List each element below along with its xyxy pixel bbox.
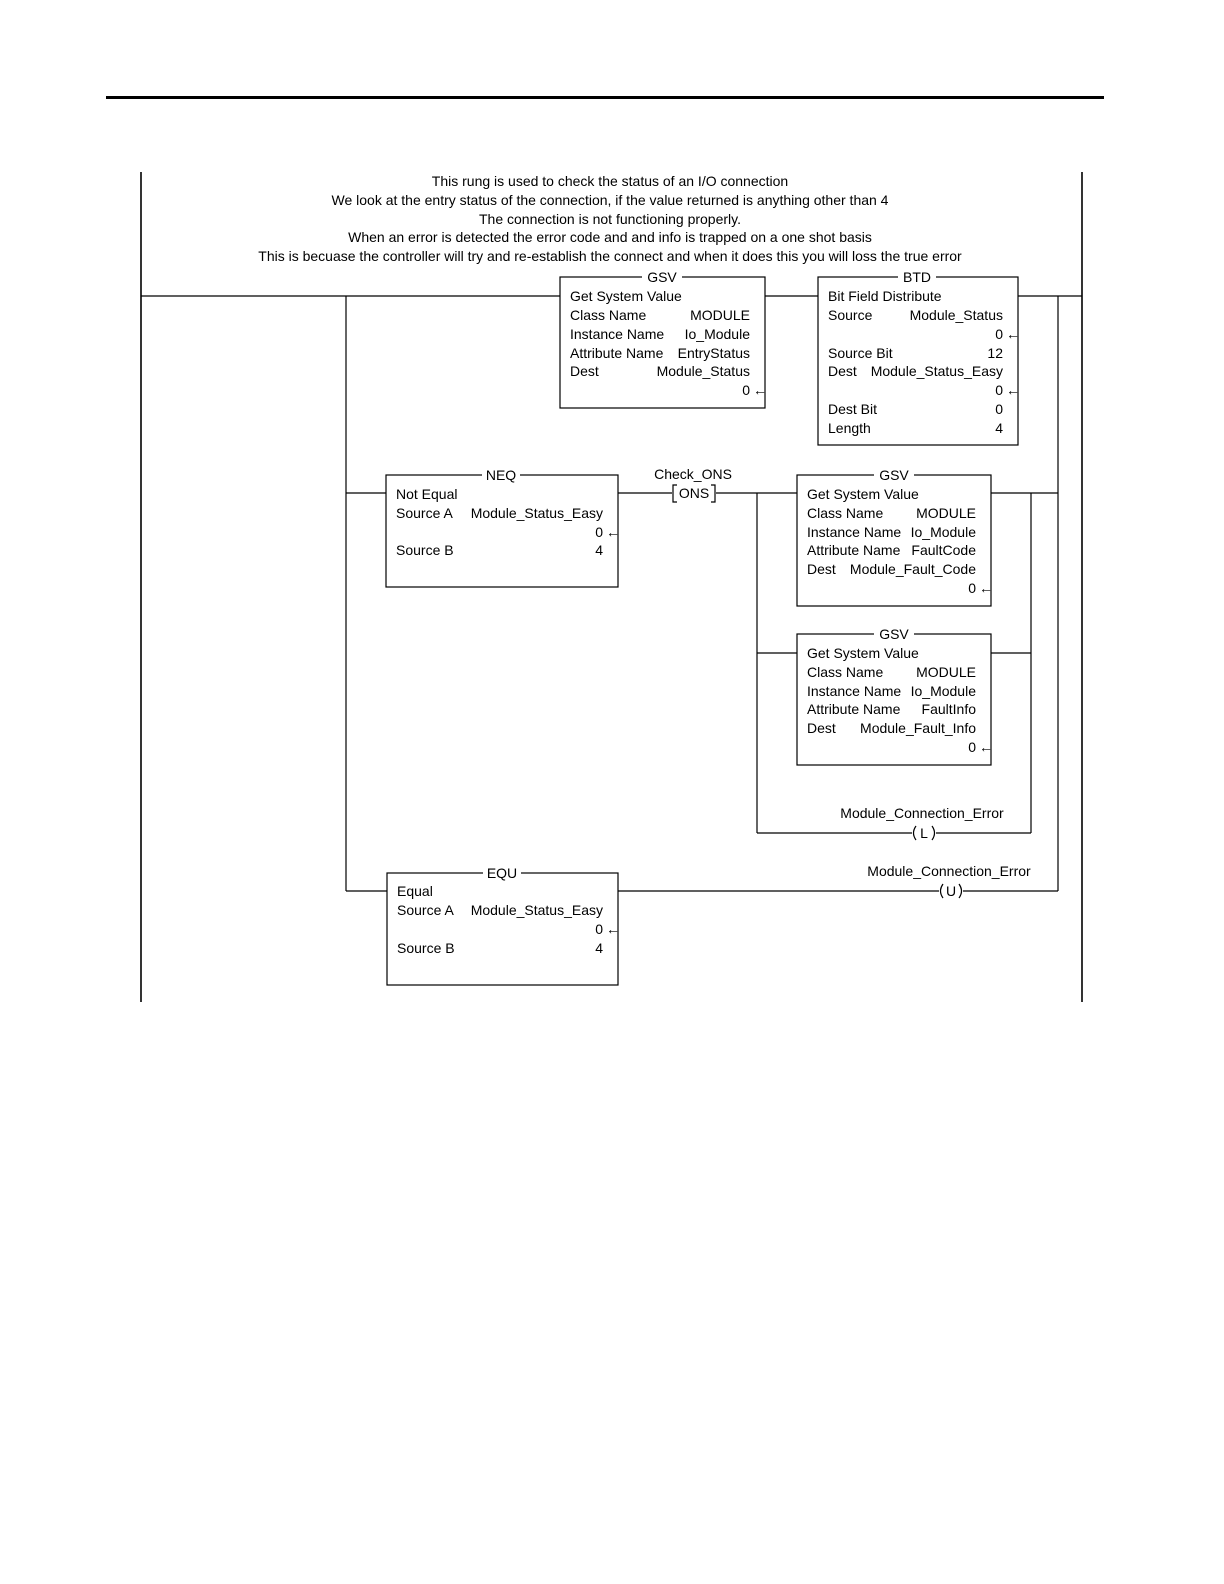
gsv2-dest-label: Dest xyxy=(807,561,836,577)
btd-source-bit-label: Source Bit xyxy=(828,345,893,361)
btd-dest-value[interactable]: Module_Status_Easy xyxy=(870,363,1003,379)
gsv3-dest-live-value: 0 xyxy=(968,739,976,755)
comment-line-2: We look at the entry status of the connection, if the value returned is anything other than 4 xyxy=(331,192,889,208)
btd-dest-bit-label: Dest Bit xyxy=(828,401,878,417)
gsv1-title: Get System Value xyxy=(570,288,682,304)
btd-source-live-value: 0 xyxy=(995,326,1003,342)
otl-tag[interactable]: Module_Connection_Error xyxy=(840,805,1004,821)
gsv3-attribute-label: Attribute Name xyxy=(807,701,901,717)
neq-source-b-label: Source B xyxy=(396,542,454,558)
ons-tag[interactable]: Check_ONS xyxy=(654,466,732,482)
btd-length-value[interactable]: 4 xyxy=(995,420,1003,436)
equ-source-a-label: Source A xyxy=(397,902,454,918)
gsv3-dest-arrow-icon: ← xyxy=(979,739,993,755)
gsv1-dest-live-value: 0 xyxy=(742,382,750,398)
btd-source-arrow-icon: ← xyxy=(1006,326,1020,342)
ons-label: ONS xyxy=(678,485,710,501)
btd-dest-live-value: 0 xyxy=(995,382,1003,398)
equ-source-b-label: Source B xyxy=(397,940,455,956)
gsv3-instance-value[interactable]: Io_Module xyxy=(910,683,976,699)
btd-title: Bit Field Distribute xyxy=(828,288,942,304)
comment-line-1: This rung is used to check the status of an I/O connection xyxy=(431,173,789,189)
equ-source-b-value[interactable]: 4 xyxy=(595,940,603,956)
ons-instruction[interactable] xyxy=(654,466,732,502)
btd-source-value[interactable]: Module_Status xyxy=(909,307,1003,323)
neq-title: Not Equal xyxy=(396,486,458,502)
equ-block[interactable] xyxy=(387,865,620,985)
gsv2-attribute-label: Attribute Name xyxy=(807,542,901,558)
gsv2-dest-value[interactable]: Module_Fault_Code xyxy=(849,561,976,577)
otl-latch-coil[interactable] xyxy=(840,805,1004,841)
btd-dest-arrow-icon: ← xyxy=(1006,382,1020,398)
neq-source-a-label: Source A xyxy=(396,505,453,521)
gsv3-title: Get System Value xyxy=(807,645,919,661)
gsv-fault-info-block[interactable] xyxy=(797,626,993,765)
gsv1-attribute-label: Attribute Name xyxy=(570,345,664,361)
otu-label: U xyxy=(945,883,957,899)
gsv2-instance-label: Instance Name xyxy=(807,524,902,540)
gsv1-class-label: Class Name xyxy=(570,307,647,323)
gsv2-attribute-value[interactable]: FaultCode xyxy=(911,542,976,558)
rung-comment xyxy=(258,173,962,264)
gsv-entry-status-block[interactable] xyxy=(560,269,767,408)
btd-source-label: Source xyxy=(828,307,873,323)
gsv1-instance-label: Instance Name xyxy=(570,326,665,342)
otl-label: L xyxy=(920,825,928,841)
equ-title: Equal xyxy=(397,883,433,899)
gsv2-class-value[interactable]: MODULE xyxy=(916,505,976,521)
gsv3-class-value[interactable]: MODULE xyxy=(916,664,976,680)
neq-source-a-arrow-icon: ← xyxy=(606,524,620,540)
neq-source-b-value[interactable]: 4 xyxy=(595,542,603,558)
gsv3-instance-label: Instance Name xyxy=(807,683,902,699)
gsv2-dest-live-value: 0 xyxy=(968,580,976,596)
comment-line-5: This is becuase the controller will try and re-establish the connect and when it does this you will loss the true error xyxy=(258,248,962,264)
btd-block[interactable] xyxy=(818,269,1020,445)
neq-source-a-live-value: 0 xyxy=(595,524,603,540)
neq-block[interactable] xyxy=(386,467,620,587)
btd-length-label: Length xyxy=(828,420,871,436)
btd-dest-label: Dest xyxy=(828,363,857,379)
btd-mnemonic: BTD xyxy=(903,269,931,285)
gsv2-title: Get System Value xyxy=(807,486,919,502)
gsv1-mnemonic: GSV xyxy=(647,269,677,285)
gsv3-dest-label: Dest xyxy=(807,720,836,736)
neq-mnemonic: NEQ xyxy=(485,467,517,483)
gsv3-attribute-value[interactable]: FaultInfo xyxy=(921,701,976,717)
gsv1-dest-value[interactable]: Module_Status xyxy=(656,363,750,379)
gsv1-instance-value[interactable]: Io_Module xyxy=(684,326,750,342)
gsv1-dest-label: Dest xyxy=(570,363,599,379)
gsv2-instance-value[interactable]: Io_Module xyxy=(910,524,976,540)
gsv3-dest-value[interactable]: Module_Fault_Info xyxy=(860,720,976,736)
comment-line-3: The connection is not functioning properly. xyxy=(478,211,742,227)
equ-source-a-arrow-icon: ← xyxy=(606,921,620,937)
btd-source-bit-value[interactable]: 12 xyxy=(987,345,1003,361)
gsv2-mnemonic: GSV xyxy=(879,467,909,483)
gsv2-class-label: Class Name xyxy=(807,505,884,521)
neq-source-a-value[interactable]: Module_Status_Easy xyxy=(470,505,603,521)
gsv-fault-code-block[interactable] xyxy=(797,467,993,606)
gsv3-class-label: Class Name xyxy=(807,664,884,680)
btd-dest-bit-value[interactable]: 0 xyxy=(995,401,1003,417)
equ-mnemonic: EQU xyxy=(486,865,518,881)
gsv1-dest-arrow-icon: ← xyxy=(753,382,767,398)
otu-unlatch-coil[interactable] xyxy=(867,863,1031,899)
otu-tag[interactable]: Module_Connection_Error xyxy=(867,863,1031,879)
gsv3-mnemonic: GSV xyxy=(879,626,909,642)
comment-line-4: When an error is detected the error code and and info is trapped on a one shot basis xyxy=(348,229,872,245)
equ-source-a-live-value: 0 xyxy=(595,921,603,937)
gsv2-dest-arrow-icon: ← xyxy=(979,580,993,596)
gsv1-attribute-value[interactable]: EntryStatus xyxy=(677,345,750,361)
gsv1-class-value[interactable]: MODULE xyxy=(690,307,750,323)
equ-source-a-value[interactable]: Module_Status_Easy xyxy=(470,902,603,918)
